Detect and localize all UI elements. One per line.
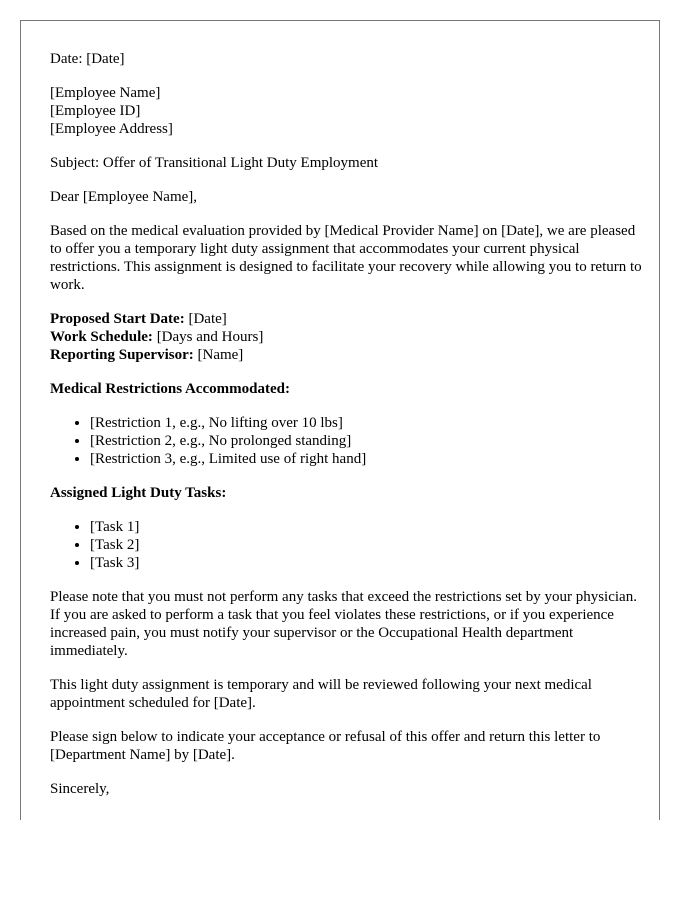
tasks-list bbox=[50, 518, 646, 572]
restriction-item: • [Restriction 3, e.g., Limited use of right hand] bbox=[90, 450, 646, 468]
salutation: Dear [Employee Name], bbox=[50, 189, 198, 205]
restriction-item: • [Restriction 2, e.g., No prolonged standing] bbox=[90, 432, 646, 450]
intro-paragraph: Based on the medical evaluation provided by [Medical Provider Name] on [Date], we are pleased to offer you a temporary light duty assignment that accommodates your current physical restrictions. This assignment is designed to facilitate your recovery while allowing you to return to work. bbox=[50, 223, 642, 293]
employee-name: [Employee Name] bbox=[50, 85, 161, 101]
schedule-value: [Days and Hours] bbox=[152, 329, 264, 345]
task-item: • [Task 1] bbox=[90, 518, 646, 536]
restrictions-note-paragraph: Please note that you must not perform any tasks that exceed the restrictions set by your physician. If you are asked to perform a task that you feel violates these restrictions, or if you experience increased pain, you must notify your supervisor or the Occupational Health department immediately. bbox=[50, 589, 637, 659]
start-date-row bbox=[50, 310, 646, 328]
restrictions-list bbox=[50, 414, 646, 468]
task-item: • [Task 2] bbox=[90, 536, 646, 554]
temporary-paragraph: This light duty assignment is temporary and will be reviewed following your next medical appointment scheduled for [Date]. bbox=[50, 677, 592, 711]
subject-line: Subject: Offer of Transitional Light Duty Employment bbox=[50, 155, 379, 171]
employee-id: [Employee ID] bbox=[50, 103, 141, 119]
recipient-block bbox=[50, 84, 646, 138]
start-date-label: Proposed Start Date: bbox=[50, 311, 185, 327]
tasks-heading-text: Assigned Light Duty Tasks: bbox=[50, 485, 227, 501]
supervisor-value: [Name] bbox=[193, 347, 244, 363]
tasks-heading bbox=[50, 484, 646, 502]
schedule-label: Work Schedule: bbox=[50, 329, 153, 345]
restriction-item: • [Restriction 1, e.g., No lifting over 10 lbs] bbox=[90, 414, 646, 432]
closing: Sincerely, bbox=[50, 781, 110, 797]
supervisor-label: Reporting Supervisor: bbox=[50, 347, 194, 363]
assignment-details bbox=[50, 310, 646, 364]
start-date-value: [Date] bbox=[184, 311, 227, 327]
supervisor-row bbox=[50, 346, 646, 364]
employee-address: [Employee Address] bbox=[50, 121, 173, 137]
schedule-row bbox=[50, 328, 646, 346]
task-item: • [Task 3] bbox=[90, 554, 646, 572]
sign-request-paragraph: Please sign below to indicate your acceptance or refusal of this offer and return this letter to [Department Name] by [Date]. bbox=[50, 729, 601, 763]
letter-content bbox=[50, 50, 646, 814]
date-line: Date: [Date] bbox=[50, 51, 125, 67]
letter-page bbox=[20, 20, 660, 820]
restrictions-heading-text: Medical Restrictions Accommodated: bbox=[50, 381, 290, 397]
restrictions-heading bbox=[50, 380, 646, 398]
